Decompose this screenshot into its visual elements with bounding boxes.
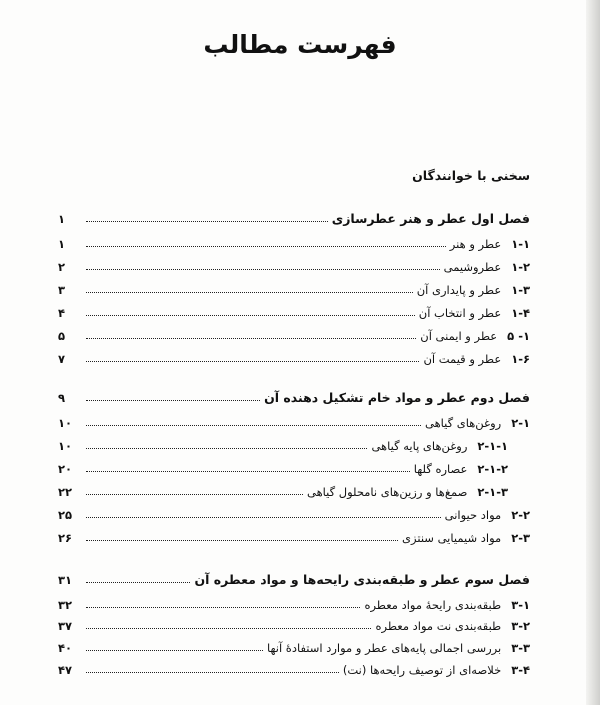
leader-dots [86, 448, 367, 449]
toc-number: ۳-۳ [511, 641, 530, 655]
toc-number: ۲-۱ [511, 416, 530, 430]
toc-number: ۲-۳ [511, 531, 530, 545]
toc-title: عطر و هنر [449, 237, 502, 251]
toc-chapter [58, 569, 530, 587]
leader-dots [86, 494, 303, 495]
leader-dots [86, 517, 441, 518]
toc-number: ۱-۲ [511, 260, 530, 274]
toc-page-number: ۱ [58, 237, 66, 251]
toc-page-number: ۳۲ [58, 598, 73, 612]
toc-page-number: ۲۲ [58, 485, 73, 499]
toc-number: ۱-۱ [511, 237, 530, 251]
toc-subentry [58, 458, 530, 476]
toc-title: روغن‌های گیاهی [424, 416, 502, 430]
toc-entry [58, 527, 530, 545]
toc-entry [58, 302, 530, 320]
toc-page-number: ۹ [58, 391, 66, 405]
toc-label [419, 306, 530, 320]
toc-page-number: ۳۷ [58, 619, 73, 633]
toc-number: ۳-۱ [511, 598, 530, 612]
toc-number: ۳-۲ [511, 619, 530, 633]
toc-chapter [58, 387, 530, 405]
toc-chapter [58, 208, 530, 226]
preface-heading: سخنی با خوانندگان [412, 168, 530, 183]
toc-label [267, 641, 530, 655]
toc-page-number: ۲ [58, 260, 66, 274]
toc-entry [58, 279, 530, 297]
toc-label [402, 531, 530, 545]
toc-label [343, 663, 530, 677]
toc-label [444, 260, 530, 274]
toc-page-number: ۳ [58, 283, 66, 297]
toc-number: ۱- ۵ [507, 329, 530, 343]
toc-page-number: ۱ [58, 212, 66, 226]
toc-title: روغن‌های پایه گیاهی [371, 439, 468, 453]
toc-label: فصل دوم عطر و مواد خام تشکیل دهنده آن [264, 390, 530, 405]
toc-number: ۲-۲ [511, 508, 530, 522]
toc-page-number: ۴ [58, 306, 66, 320]
toc-page-number: ۴۷ [58, 663, 73, 677]
leader-dots [86, 269, 440, 270]
toc-title: خلاصه‌ای از توصیف رایحه‌ها (نت) [342, 663, 502, 677]
toc-title: بررسی اجمالی پایه‌های عطر و موارد استفادهٔ آنها [266, 641, 502, 655]
toc-entry [58, 348, 530, 366]
toc-title: عطر و انتخاب آن [418, 306, 502, 320]
leader-dots [86, 400, 260, 401]
toc-entry [58, 594, 530, 612]
toc-title: عصاره گلها [413, 462, 468, 476]
toc-page-number: ۲۶ [58, 531, 73, 545]
toc-page-number: ۲۵ [58, 508, 73, 522]
toc-page-number: ۴۰ [58, 641, 73, 655]
leader-dots [86, 315, 415, 316]
page-edge-shadow [586, 0, 600, 705]
toc-label [364, 598, 530, 612]
leader-dots [86, 292, 413, 293]
toc-page-number: ۷ [58, 352, 66, 366]
toc-entry [58, 504, 530, 522]
toc-label [417, 283, 530, 297]
toc-title: عطر و ایمنی آن [420, 329, 498, 343]
toc-label: فصل سوم عطر و طبقه‌بندی رایحه‌ها و مواد معطره آن [194, 572, 530, 587]
toc-number: ۱-۳ [511, 283, 530, 297]
toc-label [414, 462, 508, 476]
toc-title: طبقه‌بندی نت مواد معطره [375, 619, 502, 633]
toc-label [445, 508, 530, 522]
toc-page-number: ۲۰ [58, 462, 73, 476]
toc-label [371, 439, 508, 453]
toc-entry [58, 325, 530, 343]
toc-title: عطروشیمی [443, 260, 502, 274]
toc-entry [58, 637, 530, 655]
leader-dots [86, 425, 421, 426]
toc-page-number: ۱۰ [58, 439, 73, 453]
toc-entry [58, 659, 530, 677]
toc-number: ۱-۴ [511, 306, 530, 320]
toc-label [420, 329, 530, 343]
toc-title: عطر و قیمت آن [423, 352, 502, 366]
toc-label [423, 352, 530, 366]
toc-subentry [58, 481, 530, 499]
page-title: فهرست مطالب [203, 30, 397, 59]
toc-title: طبقه‌بندی رایحهٔ مواد معطره [364, 598, 502, 612]
leader-dots [86, 607, 360, 608]
leader-dots [86, 582, 190, 583]
toc-number: ۳-۴ [511, 663, 530, 677]
leader-dots [86, 540, 398, 541]
toc-page-number: ۱۰ [58, 416, 73, 430]
leader-dots [86, 650, 263, 651]
toc-number: ۱-۶ [511, 352, 530, 366]
toc-entry [58, 615, 530, 633]
toc-title: صمغ‌ها و رزین‌های نامحلول گیاهی [306, 485, 468, 499]
leader-dots [86, 361, 419, 362]
toc-number: ۲-۱-۲ [477, 462, 508, 476]
toc-entry [58, 233, 530, 251]
leader-dots [86, 628, 371, 629]
leader-dots [86, 221, 328, 222]
toc-subentry [58, 435, 530, 453]
toc-title: عطر و پایداری آن [416, 283, 502, 297]
toc-label [307, 485, 508, 499]
leader-dots [86, 246, 446, 247]
toc-title: مواد حیوانی [444, 508, 502, 522]
leader-dots [86, 471, 410, 472]
toc-title: مواد شیمیایی سنتزی [402, 531, 502, 545]
toc-label [450, 237, 530, 251]
toc-number: ۲-۱-۳ [477, 485, 508, 499]
toc-number: ۲-۱-۱ [477, 439, 508, 453]
leader-dots [86, 672, 339, 673]
toc-label [425, 416, 530, 430]
toc-page-number: ۵ [58, 329, 66, 343]
toc-label: فصل اول عطر و هنر عطرسازی [331, 211, 530, 226]
toc-page-number: ۳۱ [58, 573, 73, 587]
toc-entry [58, 256, 530, 274]
leader-dots [86, 338, 416, 339]
toc-entry [58, 412, 530, 430]
toc-label [375, 619, 530, 633]
